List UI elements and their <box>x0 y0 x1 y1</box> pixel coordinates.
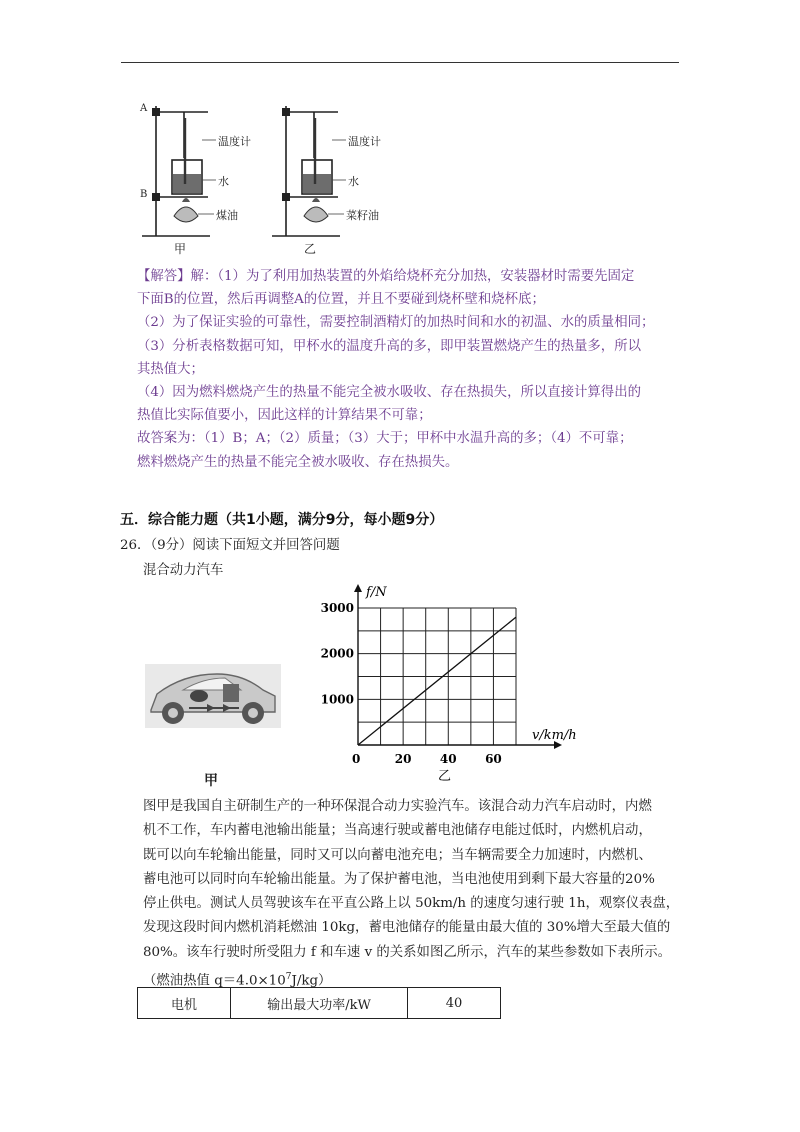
x-tick-label: 40 <box>439 752 457 766</box>
chart-ylabel: f/N <box>366 585 387 600</box>
passage-line: 80%。该车行驶时所受阻力 f 和车速 v 的关系如图乙所示，汽车的某些参数如下表所示。 <box>143 944 671 960</box>
answer-line: （2）为了保证实验的可靠性，需要控制酒精灯的加热时间和水的初温、水的质量相同； <box>137 315 655 331</box>
passage-line: 发现这段时间内燃机消耗燃油 10kg，蓄电池储存的能量由最大值的 30%增大至最大值的 <box>143 920 671 936</box>
caption-right: 乙 <box>304 242 317 256</box>
y-tick-label: 2000 <box>320 646 354 661</box>
answer-line: 其热值大； <box>137 361 204 377</box>
answer-line: （3）分析表格数据可知，甲杯水的温度升高的多，即甲装置燃烧产生的热量多，所以 <box>137 338 641 354</box>
x-tick-label: 60 <box>485 752 502 766</box>
series-line <box>358 617 516 745</box>
resistance-speed-chart <box>316 582 586 782</box>
table-cell: 40 <box>408 988 501 1019</box>
fuel-note-prefix: （燃油热值 q＝4.0×10 <box>143 973 286 989</box>
figure-label-yi: 乙 <box>438 769 452 782</box>
chart-grid <box>358 608 516 745</box>
answer-block <box>137 265 697 474</box>
question-heading: 26．（9分）阅读下面短文并回答问题 <box>120 538 340 553</box>
answer-line: 下面B的位置，然后再调整A的位置，并且不要碰到烧杯壁和烧杯底； <box>137 292 545 308</box>
fuel-note-exponent: 7 <box>285 972 292 983</box>
answer-line: 故答案为：（1）B；A；（2）质量；（3）大于；甲杯中水温升高的多；（4）不可靠； <box>137 431 633 447</box>
water-label-right: 水 <box>348 175 359 188</box>
chart-xlabel: v/km/h <box>532 728 577 743</box>
point-a-label: A <box>140 103 148 114</box>
passage-line: 既可以向车轮输出能量，同时又可以向蓄电池充电；当车辆需要全力加速时，内燃机、 <box>143 847 652 863</box>
water-label-left: 水 <box>218 175 229 188</box>
passage-title: 混合动力汽车 <box>143 563 224 578</box>
fuel-label-left: 煤油 <box>216 209 238 222</box>
chart-series <box>358 617 516 745</box>
chart-svg <box>316 582 586 782</box>
fuel-label-right: 菜籽油 <box>346 209 379 222</box>
passage-line: 机不工作，车内蓄电池输出能量；当高速行驶或蓄电池储存电能过低时，内燃机启动， <box>143 823 652 839</box>
car-drawing <box>143 660 283 732</box>
passage-line: 停止供电。测试人员驾驶该车在平直公路上以 50km/h 的速度匀速行驶 1h，观察仪表盘， <box>143 896 680 912</box>
passage-line: 图甲是我国自主研制生产的一种环保混合动力实验汽车。该混合动力汽车启动时，内燃 <box>143 799 652 814</box>
hybrid-car-illustration <box>143 660 283 732</box>
chart-origin-label: 0 <box>352 752 361 766</box>
header-rule <box>121 62 679 63</box>
y-tick-label: 1000 <box>320 692 354 707</box>
answer-line: 燃料燃烧产生的热量不能完全被水吸收、存在热损失。 <box>137 454 459 470</box>
y-tick-label: 3000 <box>320 601 354 615</box>
table-row <box>138 988 501 1019</box>
table-cell: 输出最大功率/kW <box>231 988 408 1019</box>
x-tick-label: 20 <box>394 752 412 766</box>
answer-line: （4）因为燃料燃烧产生的热量不能完全被水吸收、存在热损失，所以直接计算得出的 <box>137 385 641 401</box>
parameter-table <box>137 987 501 1019</box>
chart-y-ticks <box>321 601 354 706</box>
thermometer-label-right: 温度计 <box>348 135 381 148</box>
point-b-label: B <box>140 189 148 200</box>
apparatus-drawing <box>138 98 398 260</box>
chart-x-ticks <box>395 752 502 766</box>
answer-line: 【解答】解：（1）为了利用加热装置的外焰给烧杯充分加热，安装器材时需要先固定 <box>137 269 635 284</box>
passage <box>143 795 683 994</box>
table-cell: 电机 <box>138 988 231 1019</box>
section-title: 五．综合能力题（共1小题，满分9分，每小题9分） <box>120 512 444 528</box>
apparatus-figure <box>138 98 398 260</box>
caption-left: 甲 <box>174 242 187 256</box>
figure-label-jia: 甲 <box>204 773 218 789</box>
fuel-note-suffix: J/kg） <box>291 973 332 989</box>
answer-line: 热值比实际值要小，因此这样的计算结果不可靠； <box>137 408 432 424</box>
chart-axes <box>354 584 562 749</box>
passage-line: 蓄电池可以同时向车轮输出能量。为了保护蓄电池，当电池使用到剩下最大容量的20% <box>143 871 655 887</box>
y-axis-arrow <box>354 584 362 592</box>
thermometer-label-left: 温度计 <box>218 135 251 148</box>
